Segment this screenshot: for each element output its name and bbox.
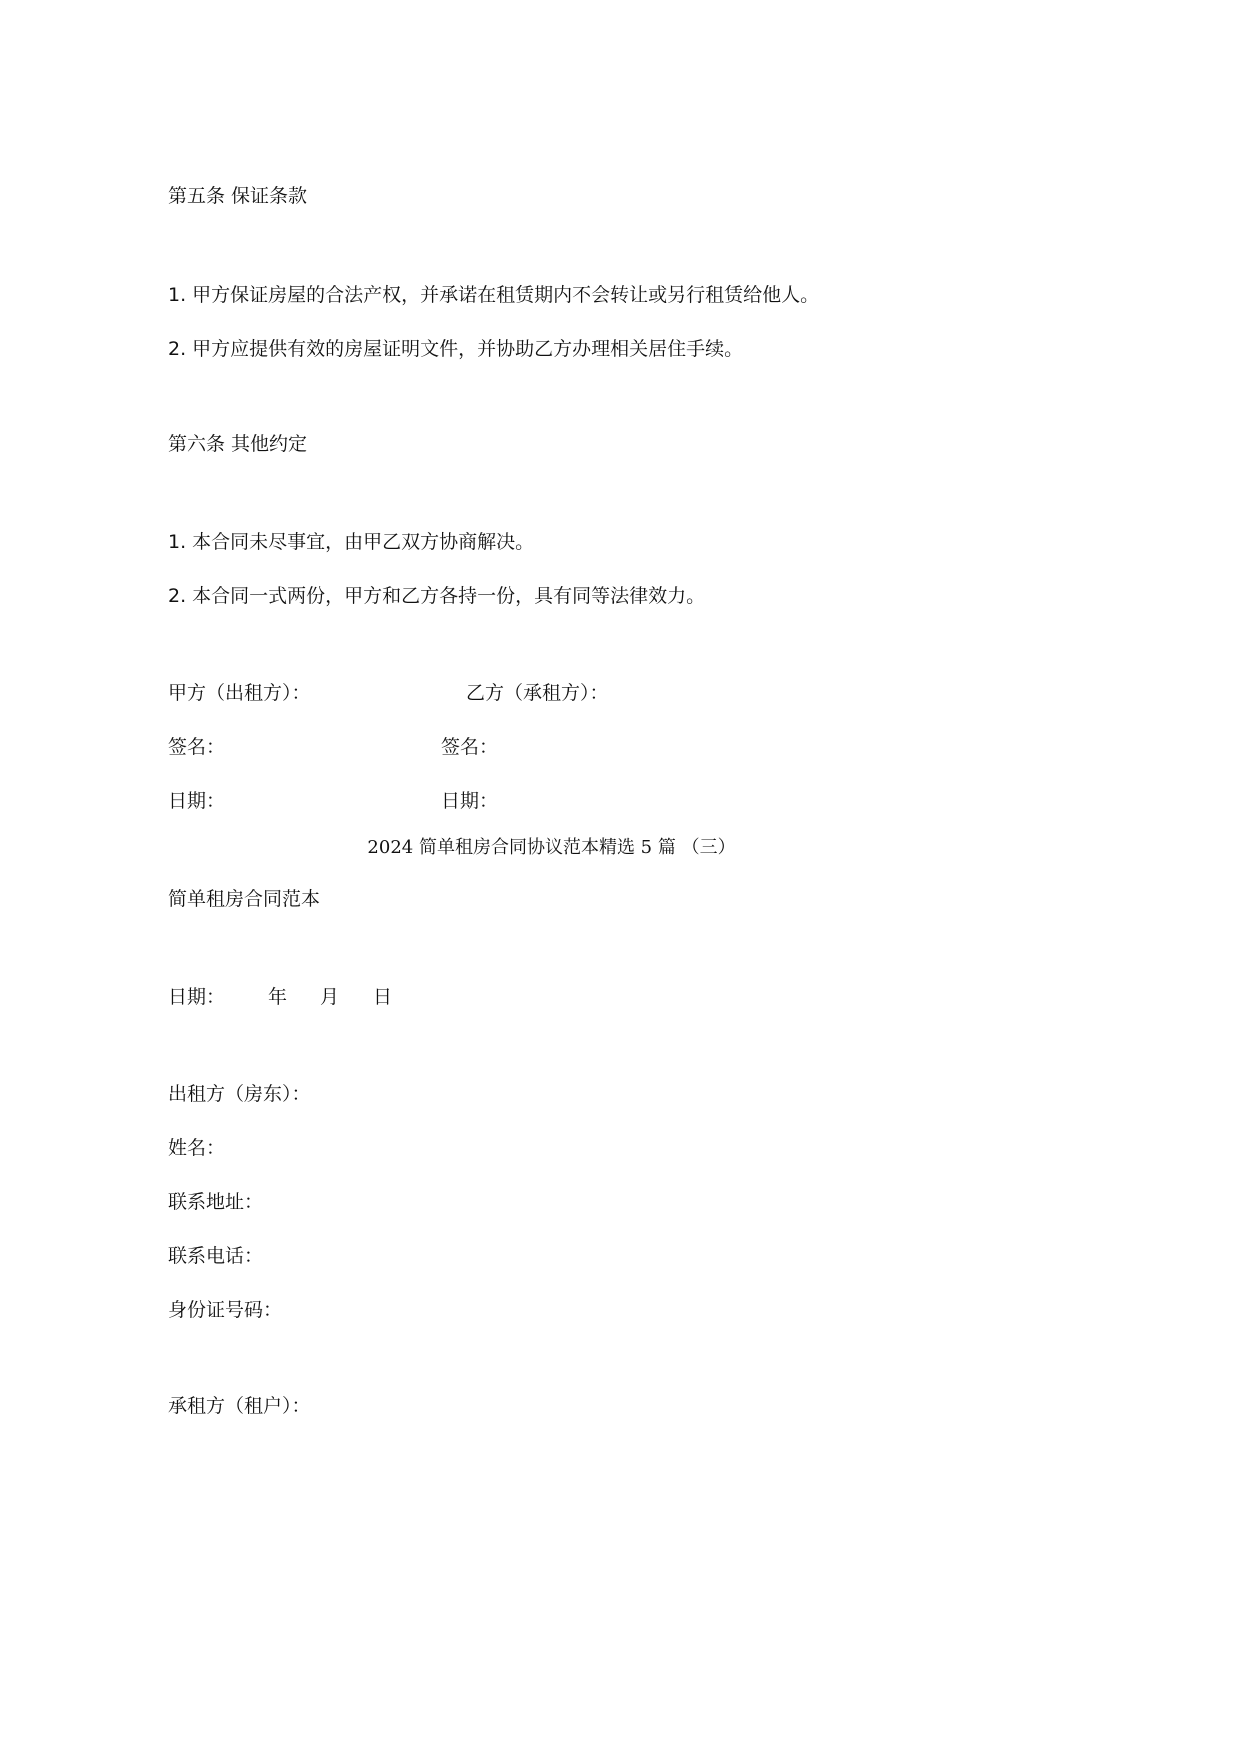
party-a-date-label: 日期： [168,790,226,812]
section6-heading: 第六条 其他约定 [168,433,308,455]
document-title: 2024 简单租房合同协议范本精选 5 篇 （三） [367,837,736,858]
contract-title: 简单租房合同范本 [168,888,321,910]
landlord-address-label: 联系地址： [168,1191,264,1213]
section5-item-1: 1. 甲方保证房屋的合法产权，并承诺在租赁期内不会转让或另行租赁给他人。 [168,284,820,306]
party-b-date-label: 日期： [441,790,499,812]
party-b-label: 乙方（承租方）： [466,682,609,704]
contract-date-day: 日 [373,986,393,1008]
section5-heading: 第五条 保证条款 [168,185,308,207]
tenant-heading: 承租方（租户）： [168,1395,311,1417]
section6-item-1: 1. 本合同未尽事宜，由甲乙双方协商解决。 [168,531,535,553]
contract-date-month: 月 [320,986,340,1008]
party-b-signature-label: 签名： [441,736,499,758]
landlord-phone-label: 联系电话： [168,1245,264,1267]
contract-date-label: 日期： [168,986,226,1008]
section6-item-2: 2. 本合同一式两份，甲方和乙方各持一份，具有同等法律效力。 [168,585,706,607]
contract-date-year: 年 [268,986,288,1008]
landlord-id-label: 身份证号码： [168,1299,283,1321]
landlord-name-label: 姓名： [168,1137,226,1159]
landlord-heading: 出租方（房东）： [168,1083,311,1105]
section5-item-2: 2. 甲方应提供有效的房屋证明文件，并协助乙方办理相关居住手续。 [168,338,744,360]
party-a-label: 甲方（出租方）： [168,682,311,704]
party-a-signature-label: 签名： [168,736,226,758]
